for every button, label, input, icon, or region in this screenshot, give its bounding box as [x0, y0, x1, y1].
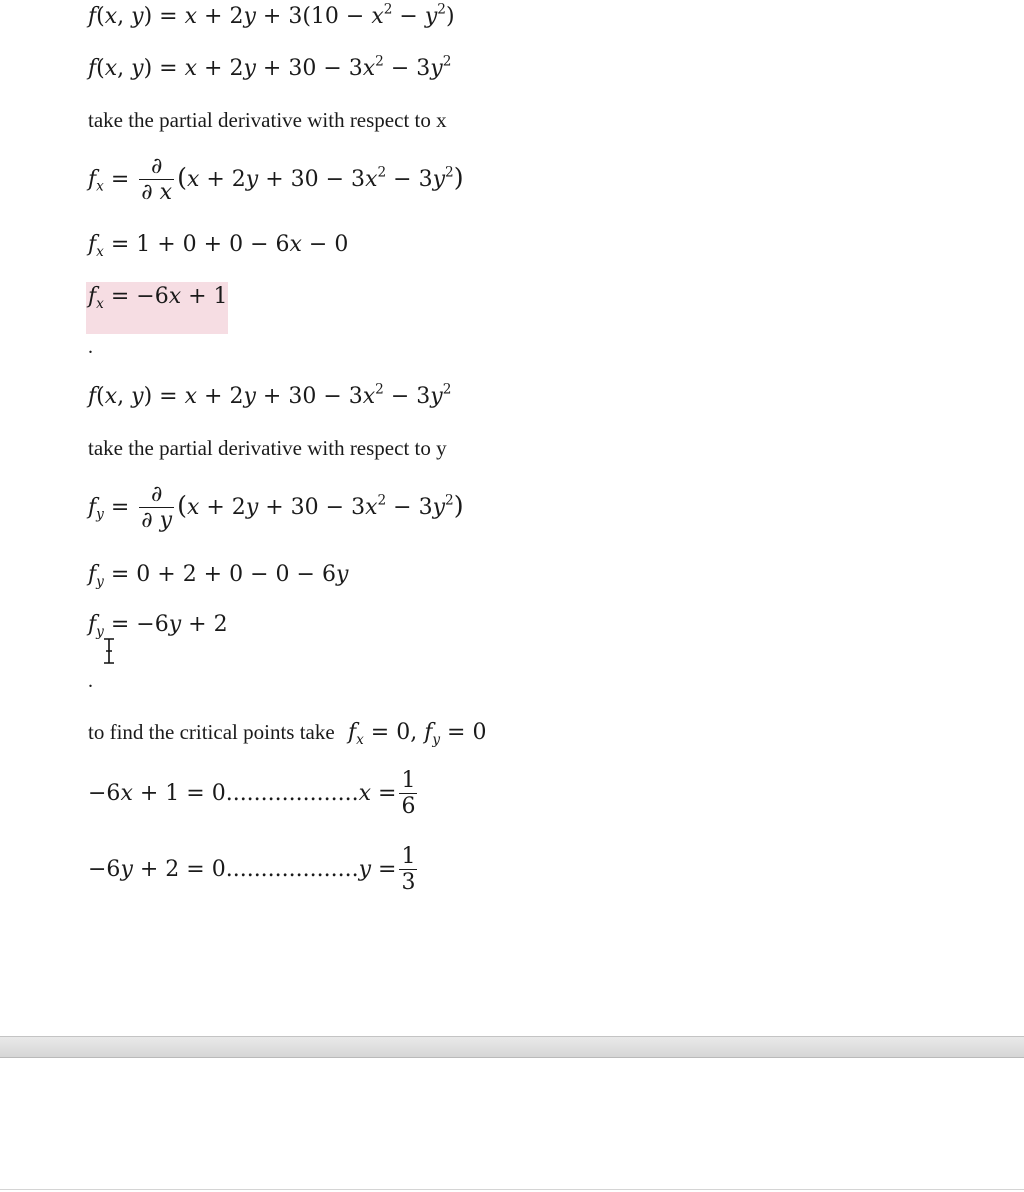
- separator-dot-2: .: [88, 670, 93, 692]
- fx-derivative-equation: $f_x$ = $\frac{\partial}{\partial x}$ $(x + 2y + 30 - 3x^2 - 3y^2)$: [88, 154, 464, 206]
- critical-points-instruction: to find the critical points take $f_x = 0$, $f_y = 0$: [88, 720, 487, 748]
- instruction-partial-y: take the partial derivative with respect to y: [88, 436, 447, 460]
- critical-condition: $f_x = 0$, $f_y = 0$: [347, 720, 487, 748]
- separator-dot-1: .: [88, 336, 93, 358]
- lower-pane[interactable]: [0, 1058, 1024, 1192]
- fy-derivative-equation: $f_y$ = $\frac{\partial}{\partial y}$ $(x + 2y + 30 - 3x^2 - 3y^2)$: [88, 482, 464, 534]
- fx-result-equation: $f_x = -6x + 1$: [88, 284, 228, 312]
- fy-result-equation: $f_y = -6y + 2$: [88, 612, 228, 640]
- text-cursor-icon: [102, 638, 116, 664]
- solve-x-equation: −6x + 1 = 0...................x = $\frac{1}{6}$: [88, 768, 416, 820]
- instruction-partial-x: take the partial derivative with respect to x: [88, 108, 447, 132]
- partial-x-fraction: $\frac{\partial}{\partial x}$: [141, 154, 173, 206]
- solve-y-equation: −6y + 2 = 0...................y = $\frac{1}{3}$: [88, 844, 416, 896]
- fy-terms-equation: $f_y = 0 + 2 + 0 - 0 - 6y$: [88, 562, 349, 590]
- equation-line-2: f(x, $y) = x + 2y + 30 - 3x^2 - 3y^2$: [88, 53, 452, 81]
- y-solution-fraction: $\frac{1}{3}$: [401, 844, 416, 896]
- equation-line-1: f(x, $y) = x + 2y + 3(10 - x^2 - y^2)$: [88, 1, 455, 29]
- lower-pane-border: [0, 1189, 1024, 1190]
- fx-terms-equation: $f_x = 1 + 0 + 0 - 6x - 0$: [88, 232, 349, 260]
- pane-splitter[interactable]: [0, 1036, 1024, 1058]
- partial-y-fraction: $\frac{\partial}{\partial y}$: [141, 482, 173, 534]
- equation-line-3: f(x, $y) = x + 2y + 30 - 3x^2 - 3y^2$: [88, 381, 452, 409]
- x-solution-fraction: $\frac{1}{6}$: [401, 768, 416, 820]
